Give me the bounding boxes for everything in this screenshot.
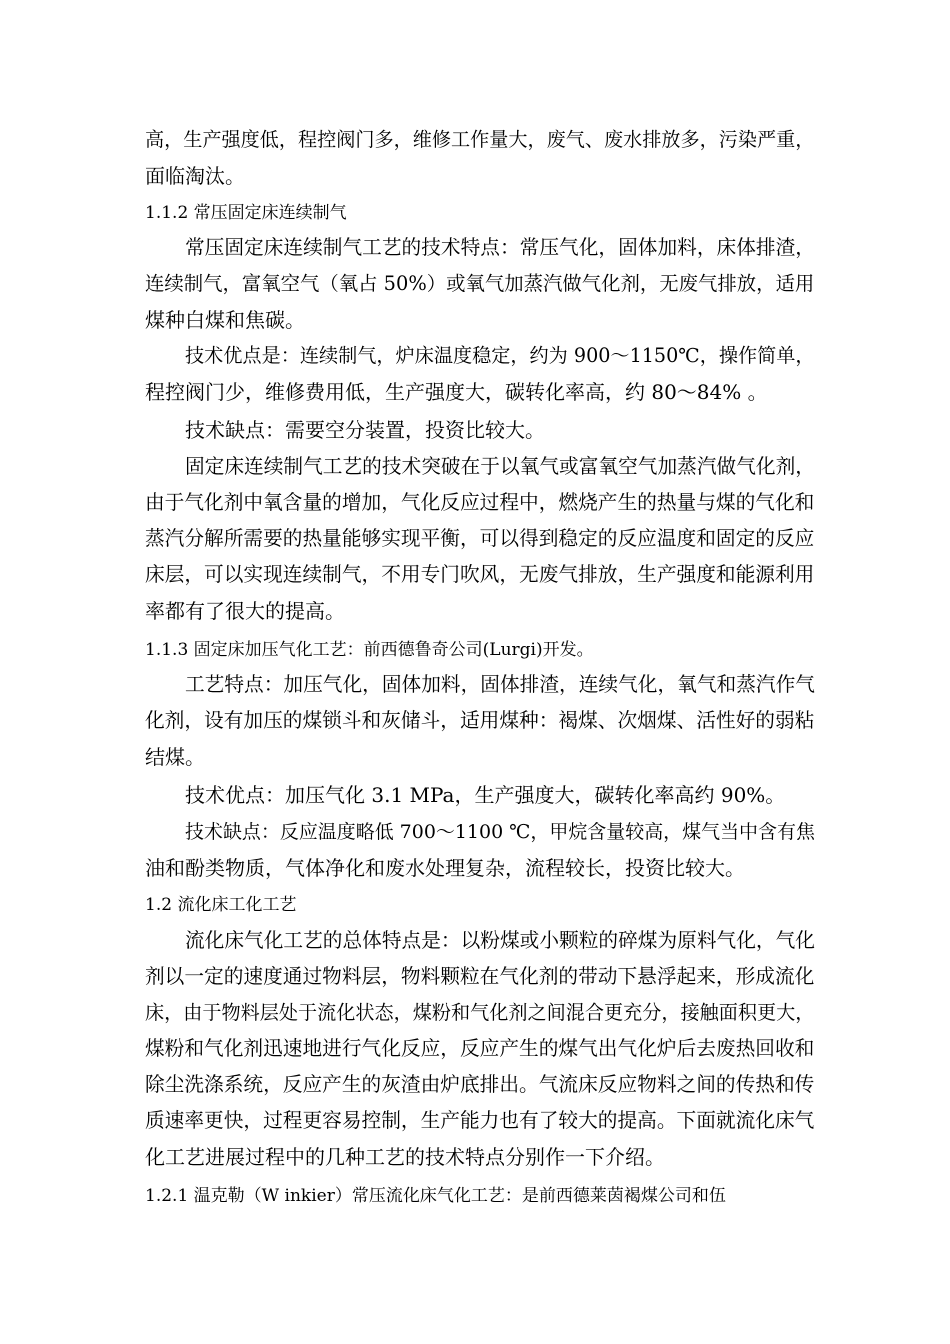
section-heading: 1.1.3 固定床加压气化工艺：前西德鲁奇公司(Lurgi)开发。 xyxy=(145,640,594,660)
text-line: 程控阀门少，维修费用低，生产强度大，碳转化率高，约 80～84% 。 xyxy=(145,380,768,404)
text-line: 流化床气化工艺的总体特点是：以粉煤或小颗粒的碎煤为原料气化，气化 xyxy=(185,929,815,952)
section-heading: 1.1.2 常压固定床连续制气 xyxy=(145,203,347,223)
text-line: 连续制气，富氧空气（氧占 50%）或氧气加蒸汽做气化剂，无废气排放，适用 xyxy=(145,272,815,295)
text-line: 面临淘汰。 xyxy=(145,164,245,188)
text-line: 工艺特点：加压气化，固体加料，固体排渣，连续气化，氧气和蒸汽作气 xyxy=(185,673,815,696)
text-line: 质速率更快，过程更容易控制，生产能力也有了较大的提高。下面就流化床气 xyxy=(145,1109,815,1132)
text-line: 固定床连续制气工艺的技术突破在于以氧气或富氧空气加蒸汽做气化剂， xyxy=(185,455,815,478)
text-line: 煤种白煤和焦碳。 xyxy=(145,308,305,332)
section-heading: 1.2 流化床工化工艺 xyxy=(145,895,297,915)
text-line: 除尘洗涤系统，反应产生的灰渣由炉底排出。气流床反应物料之间的传热和传 xyxy=(145,1073,815,1096)
text-line: 技术缺点：反应温度略低 700～1100 ℃，甲烷含量较高，煤气当中含有焦 xyxy=(185,821,815,843)
section-heading: 1.2.1 温克勒（W inkier）常压流化床气化工艺：是前西德莱茵褐煤公司和伍 xyxy=(145,1186,726,1206)
text-line: 煤粉和气化剂迅速地进行气化反应，反应产生的煤气出气化炉后去废热回收和 xyxy=(145,1037,815,1060)
text-line: 剂以一定的速度通过物料层，物料颗粒在气化剂的带动下悬浮起来，形成流化 xyxy=(145,965,815,988)
text-line: 化剂，设有加压的煤锁斗和灰储斗，适用煤种：褐煤、次烟煤、活性好的弱粘 xyxy=(145,709,815,732)
text-line: 率都有了很大的提高。 xyxy=(145,599,345,623)
text-line: 油和酚类物质，气体净化和废水处理复杂，流程较长，投资比较大。 xyxy=(145,856,745,880)
text-line: 技术缺点：需要空分装置，投资比较大。 xyxy=(185,418,545,442)
text-line: 化工艺进展过程中的几种工艺的技术特点分别作一下介绍。 xyxy=(145,1145,665,1169)
text-line: 结煤。 xyxy=(145,745,205,769)
text-line: 高，生产强度低，程控阀门多，维修工作量大，废气、废水排放多，污染严重， xyxy=(145,128,815,151)
text-line: 由于气化剂中氧含量的增加，气化反应过程中，燃烧产生的热量与煤的气化和 xyxy=(145,491,815,514)
text-line: 床层，可以实现连续制气，不用专门吹风，无废气排放，生产强度和能源利用 xyxy=(145,563,815,586)
text-line: 常压固定床连续制气工艺的技术特点：常压气化，固体加料，床体排渣， xyxy=(185,236,815,259)
text-line: 床，由于物料层处于流化状态，煤粉和气化剂之间混合更充分，接触面积更大， xyxy=(145,1001,815,1024)
text-line: 技术优点是：连续制气，炉床温度稳定，约为 900～1150℃，操作简单， xyxy=(185,344,815,367)
text-line: 技术优点：加压气化 3.1 MPa，生产强度大，碳转化率高约 90%。 xyxy=(185,783,786,807)
text-line: 蒸汽分解所需要的热量能够实现平衡，可以得到稳定的反应温度和固定的反应 xyxy=(145,527,815,550)
